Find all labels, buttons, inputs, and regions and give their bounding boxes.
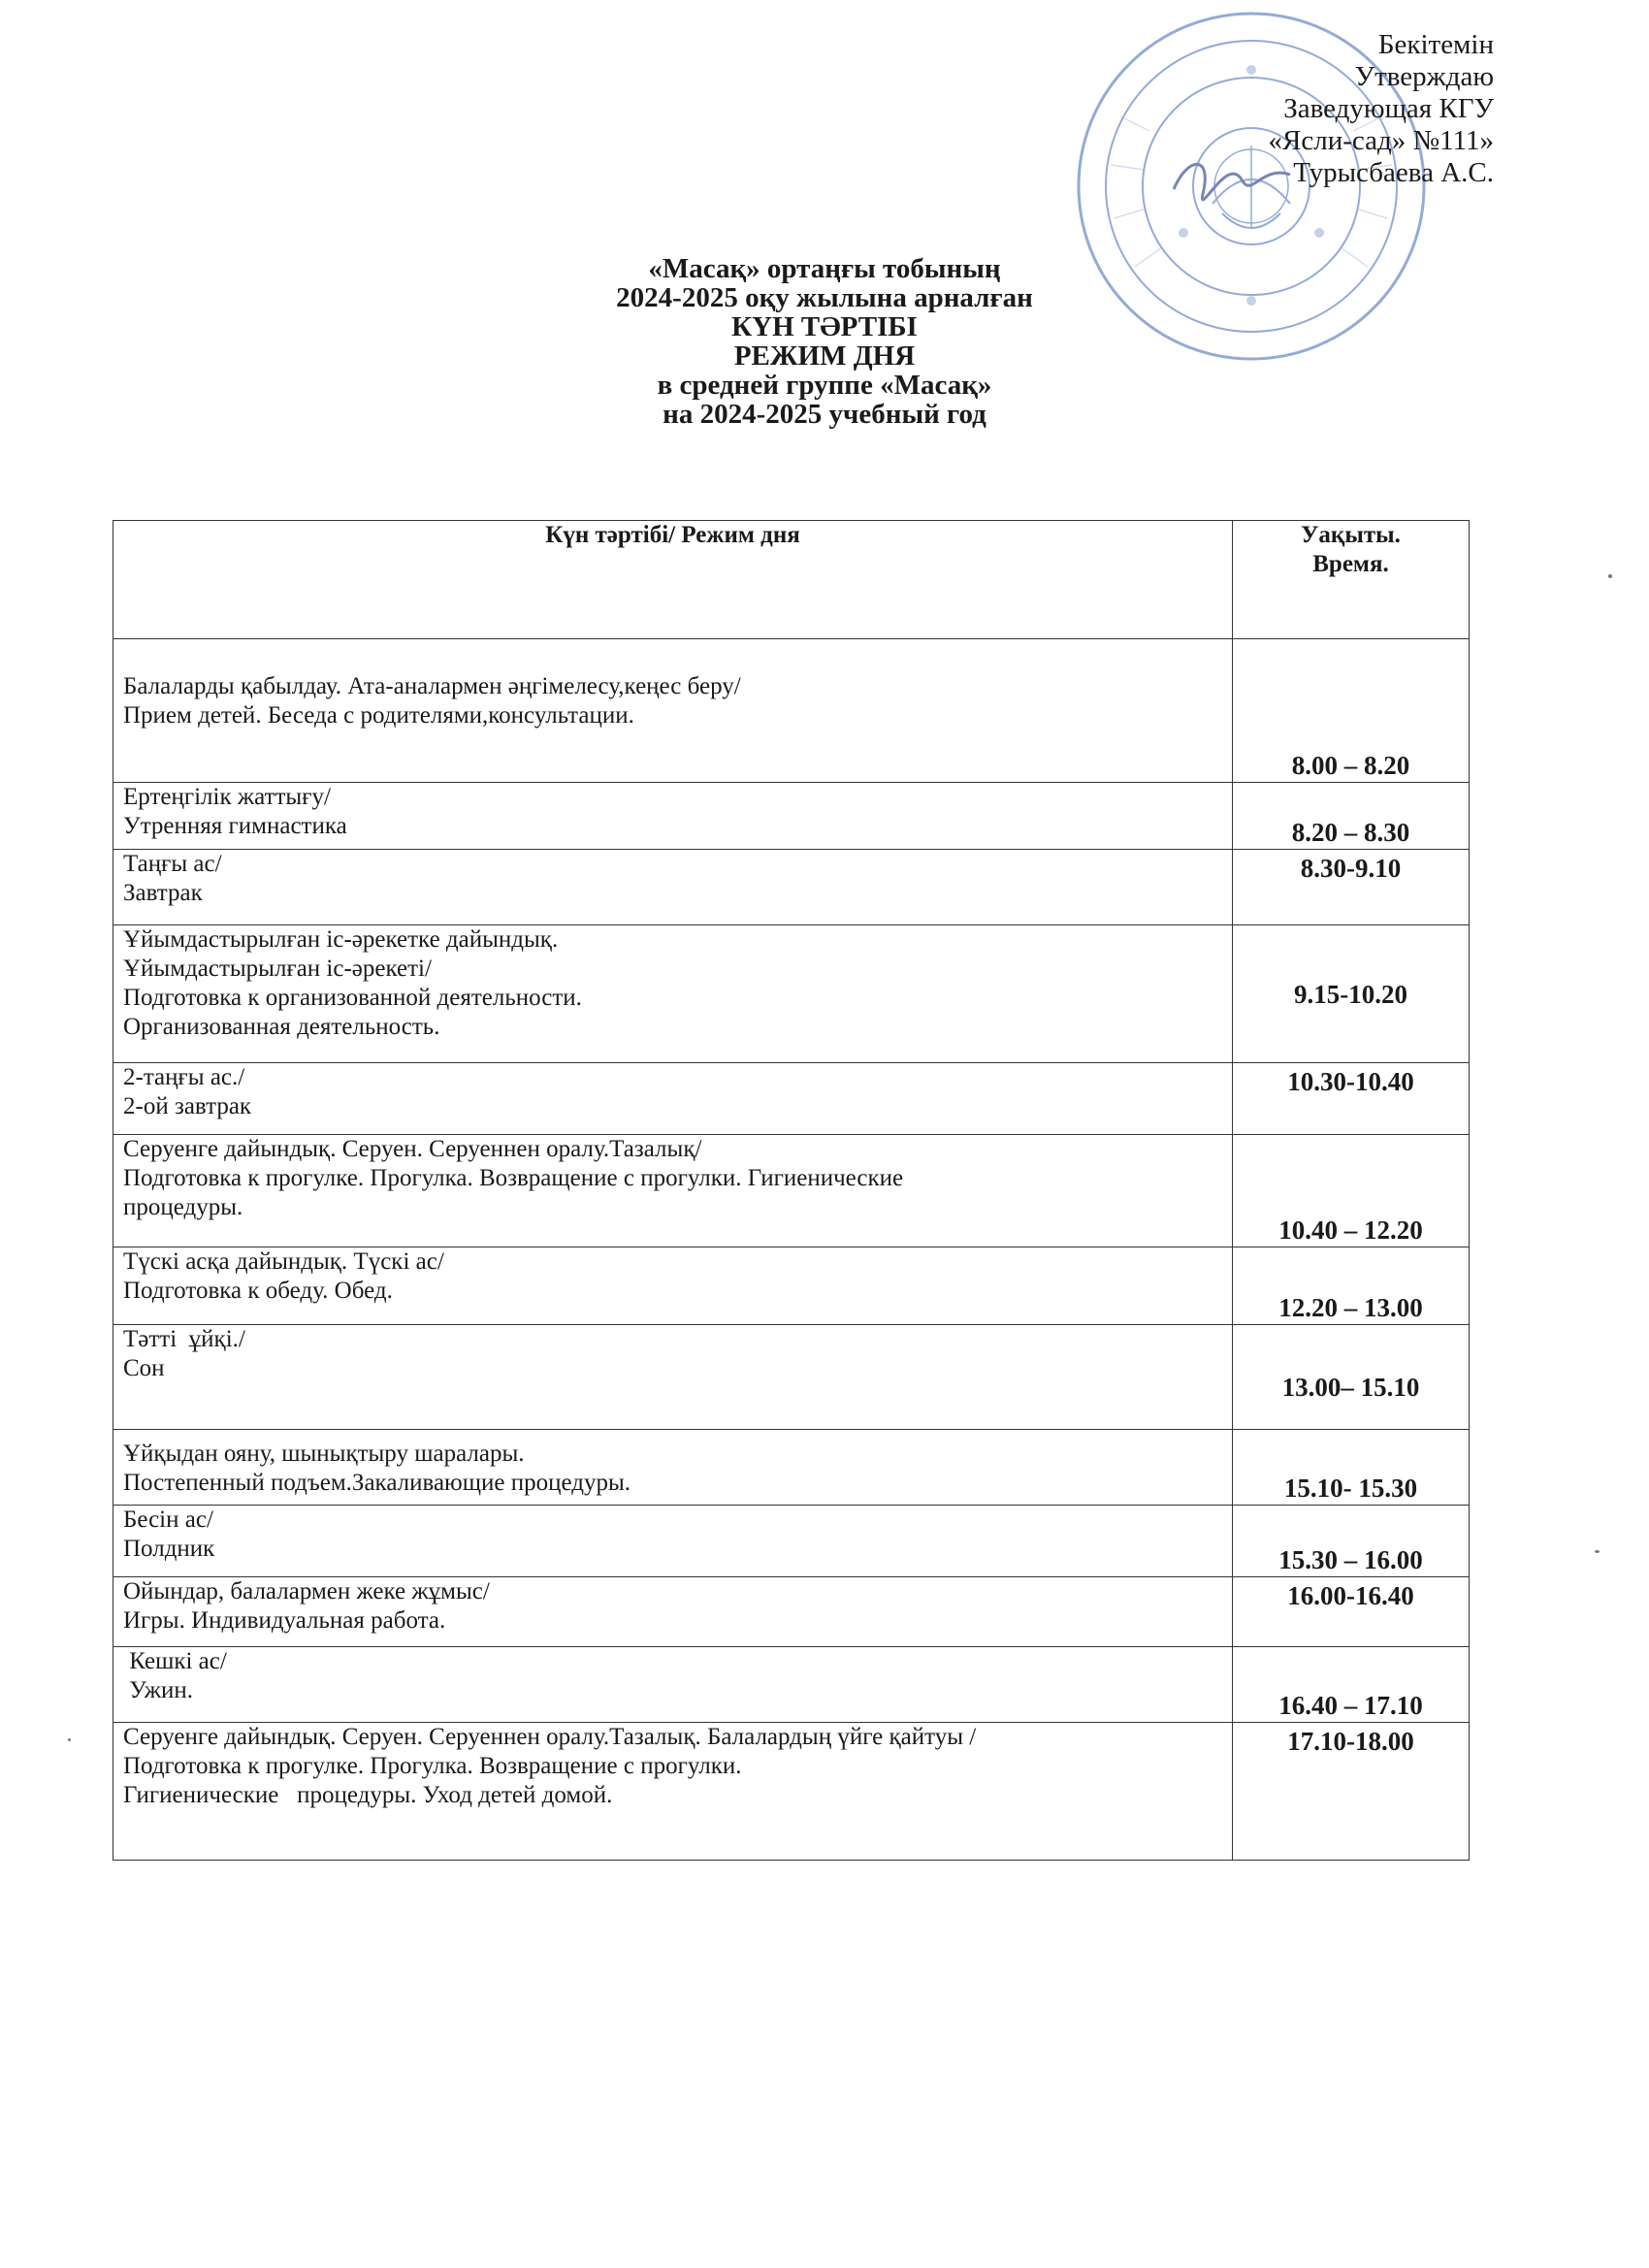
table-row (113, 1577, 1470, 1647)
activity-cell (113, 1723, 1233, 1861)
header-activity: Күн тәртібі/ Режим дня (113, 521, 1233, 639)
time-cell: 8.00 – 8.20 (1233, 639, 1470, 783)
activity-cell (113, 925, 1233, 1063)
title-line: в средней группе «Масақ» (657, 370, 992, 401)
activity-line: 2-ой завтрак (123, 1093, 252, 1119)
table-row (113, 1063, 1470, 1135)
activity-line: Игры. Индивидуальная работа. (123, 1607, 446, 1634)
table-row (113, 1723, 1470, 1861)
approval-line: «Ясли-сад» №111» (1268, 125, 1494, 156)
time-cell: 17.10-18.00 (1233, 1723, 1470, 1861)
activity-cell (113, 1430, 1233, 1506)
title-line: на 2024-2025 учебный год (663, 399, 986, 430)
table-row (113, 1247, 1470, 1325)
time-cell: 15.30 – 16.00 (1233, 1506, 1470, 1577)
activity-line: Бесін ас/ (123, 1507, 213, 1533)
activity-line: 2-таңғы ас./ (123, 1064, 245, 1090)
time-cell: 9.15-10.20 (1233, 925, 1470, 1063)
activity-line: Сон (123, 1355, 165, 1381)
table-row (113, 1135, 1470, 1247)
scan-speck (1608, 574, 1612, 578)
activity-line: Ойындар, балалармен жеке жұмыс/ (123, 1578, 490, 1604)
activity-line: Подготовка к прогулке. Прогулка. Возвращение с прогулки. Гигиенические (123, 1165, 904, 1191)
approval-line: Бекітемін (1377, 29, 1494, 60)
activity-line: Утренняя гимнастика (123, 813, 347, 839)
approval-block (1269, 29, 1494, 189)
activity-line: Балаларды қабылдау. Ата-аналармен әңгімелесу,кеңес беру/ (123, 673, 741, 699)
activity-line: Серуенге дайындық. Серуен. Серуеннен оралу.Тазалық/ (123, 1136, 702, 1162)
header-time-line: Уақыты. (1301, 522, 1401, 548)
activity-line: Ұйқыдан ояну, шынықтыру шаралары. (123, 1441, 525, 1467)
time-cell: 8.20 – 8.30 (1233, 783, 1470, 850)
schedule-table (113, 520, 1470, 1861)
activity-line: Подготовка к организованной деятельности. (123, 985, 582, 1011)
activity-cell (113, 1063, 1233, 1135)
time-cell: 8.30-9.10 (1233, 850, 1470, 925)
activity-line: Постепенный подъем.Закаливающие процедуры. (123, 1470, 630, 1496)
approval-line: Заведующая КГУ (1283, 93, 1494, 124)
activity-cell (113, 1577, 1233, 1647)
activity-cell (113, 1247, 1233, 1325)
title-line: «Масақ» ортаңғы тобының (648, 253, 1001, 284)
title-line: РЕЖИМ ДНЯ (733, 340, 916, 372)
time-cell: 13.00– 15.10 (1233, 1325, 1470, 1430)
table-row (113, 783, 1470, 850)
scan-speck (1595, 1550, 1600, 1553)
table-row (113, 1506, 1470, 1577)
time-cell: 10.30-10.40 (1233, 1063, 1470, 1135)
activity-line: Ертеңгілік жаттығу/ (123, 784, 331, 810)
activity-line: Гигиенические процедуры. Уход детей домой. (123, 1782, 613, 1808)
activity-line: Полдник (123, 1536, 215, 1562)
table-row (113, 850, 1470, 925)
header-time (1233, 521, 1470, 639)
activity-line: Түскі асқа дайындық. Түскі ас/ (123, 1248, 444, 1275)
table-row (113, 925, 1470, 1063)
activity-line: Ұйымдастырылған іс-әрекеті/ (123, 956, 432, 982)
activity-line: Таңғы ас/ (123, 851, 222, 877)
activity-line: Завтрак (123, 880, 203, 906)
time-cell: 15.10- 15.30 (1233, 1430, 1470, 1506)
activity-line: Подготовка к обеду. Обед. (123, 1278, 393, 1304)
table-row (113, 1647, 1470, 1723)
activity-line: Прием детей. Беседа с родителями,консультации. (123, 702, 634, 729)
activity-cell (113, 1647, 1233, 1723)
activity-line: Кешкі ас/ (123, 1648, 227, 1674)
scan-speck (68, 1738, 71, 1741)
activity-line: Тәтті ұйқі./ (123, 1326, 245, 1352)
table-row (113, 1430, 1470, 1506)
activity-cell (113, 1325, 1233, 1430)
time-cell: 16.00-16.40 (1233, 1577, 1470, 1647)
activity-cell (113, 1135, 1233, 1247)
activity-line: Ужин. (123, 1677, 194, 1703)
activity-cell (113, 1506, 1233, 1577)
activity-line: Серуенге дайындық. Серуен. Серуеннен оралу.Тазалық. Балалардың үйге қайтуы / (123, 1724, 977, 1750)
table-header-row (113, 521, 1470, 639)
activity-line: процедуры. (123, 1194, 243, 1220)
activity-cell (113, 850, 1233, 925)
approval-line: Турысбаева А.С. (1293, 157, 1494, 188)
table-row (113, 639, 1470, 783)
activity-line: Организованная деятельность. (123, 1014, 440, 1040)
title-line: КҮН ТӘРТІБІ (731, 311, 918, 342)
table-row (113, 1325, 1470, 1430)
time-cell: 12.20 – 13.00 (1233, 1247, 1470, 1325)
document-title (0, 254, 1649, 429)
activity-cell (113, 783, 1233, 850)
header-time-line: Время. (1312, 551, 1389, 577)
time-cell: 16.40 – 17.10 (1233, 1647, 1470, 1723)
activity-line: Ұйымдастырылған іс-әрекетке дайындық. (123, 926, 559, 953)
title-line: 2024-2025 оқу жылына арналған (616, 282, 1033, 313)
activity-cell (113, 639, 1233, 783)
approval-line: Утверждаю (1354, 61, 1494, 92)
time-cell: 10.40 – 12.20 (1233, 1135, 1470, 1247)
activity-line: Подготовка к прогулке. Прогулка. Возвращение с прогулки. (123, 1753, 742, 1779)
